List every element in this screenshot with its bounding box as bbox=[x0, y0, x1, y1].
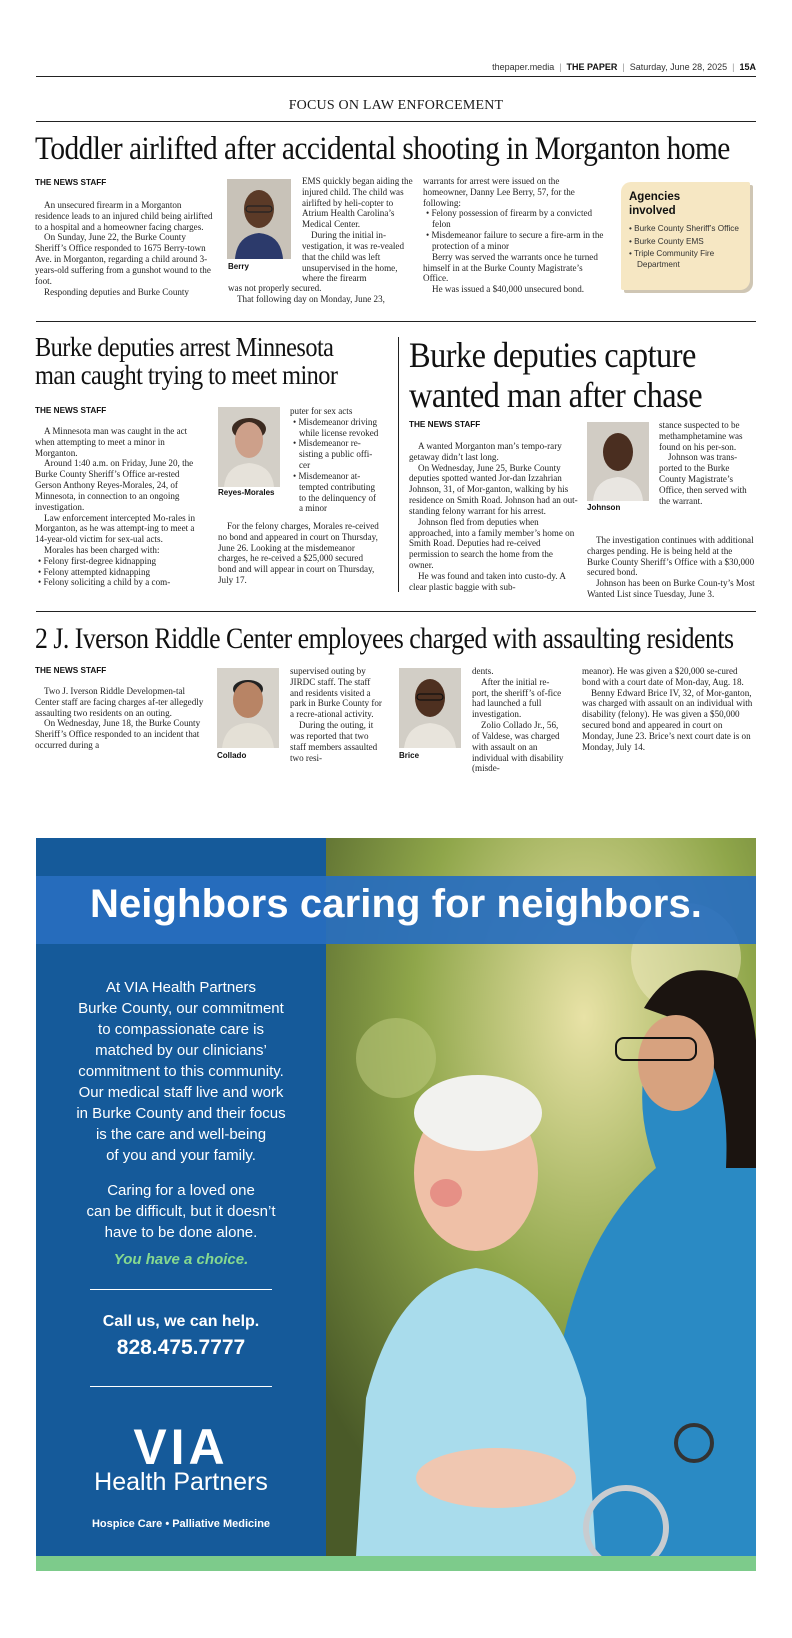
paragraph: That following day on Monday, June 23, bbox=[237, 293, 385, 304]
story2-headline bbox=[35, 334, 337, 389]
brice-caption: Brice bbox=[399, 751, 420, 760]
collado-mugshot bbox=[217, 668, 279, 748]
paragraph: warrants for arrest were issued on the homeowner, Danny Lee Berry, 57, for the following: bbox=[423, 176, 575, 208]
ad-headline: Neighbors caring for neighbors. bbox=[89, 882, 703, 926]
ad-tagline: You have a choice. bbox=[113, 1251, 249, 1268]
ad-services: Hospice Care • Palliative Medicine bbox=[91, 1518, 271, 1530]
paragraph: During the initial in-vestigation, it was re-vealed that the child was left unsupervised in the home, where the firearm bbox=[302, 230, 405, 284]
paragraph: He was found and taken into custo-dy. A clear plastic baggie with sub- bbox=[409, 570, 566, 592]
mugshot-image bbox=[227, 179, 291, 259]
site-url[interactable]: thepaper.media bbox=[492, 62, 555, 72]
page-number: 15A bbox=[739, 62, 756, 72]
story4-col4 bbox=[582, 666, 756, 753]
ad-body-line: is the care and well-being bbox=[95, 1126, 267, 1143]
paragraph: For the felony charges, Morales re-ceived no bond and appeared in court on Thursday, June 26. Looking at the misdemeanor charges, he re-ceived a $25,000 secured bond and will appear in court on Thursday, July 17. bbox=[218, 521, 379, 586]
agency-item: • Triple Community Fire Department bbox=[629, 249, 715, 269]
folio-line: thepaper.media | THE PAPER | Saturday, June 28, 2025 | 15A bbox=[492, 62, 756, 72]
paragraph: The investigation continues with additional charges pending. He is being held at the Burke County Sheriff’s Office with a $30,000 secured bond. bbox=[587, 535, 755, 578]
mugshot-image bbox=[217, 668, 279, 748]
ad-body-line: Our medical staff live and work bbox=[78, 1084, 284, 1101]
paper-name: THE PAPER bbox=[566, 62, 618, 72]
story2-col2-wrap bbox=[290, 406, 380, 514]
story3-byline: THE NEWS STAFF bbox=[409, 420, 481, 429]
story2-col1 bbox=[35, 426, 207, 588]
headline-line: Burke deputies arrest Minnesota bbox=[35, 332, 334, 362]
ad-body-line: of you and your family. bbox=[106, 1147, 256, 1164]
via-logo-mark: VIA bbox=[133, 1419, 229, 1475]
story2-col2-full bbox=[218, 521, 381, 586]
paragraph: Berry was served the warrants once he turned himself in at the Burke County Magistrate’s Office. bbox=[423, 251, 598, 284]
ad-body-line: commitment to this community. bbox=[78, 1063, 284, 1080]
ad-green-bar bbox=[36, 1556, 756, 1571]
ad-divider bbox=[90, 1289, 272, 1290]
story1-byline: THE NEWS STAFF bbox=[35, 178, 107, 187]
paragraph: During the outing, it was reported that two staff members assaulted two resi- bbox=[290, 720, 378, 763]
ad-body-line: to compassionate care is bbox=[98, 1021, 264, 1038]
ad-divider bbox=[90, 1386, 272, 1387]
story1-col2-wrap bbox=[302, 176, 413, 284]
agency-item: • Burke County EMS bbox=[629, 236, 704, 246]
paragraph: On Wednesday, June 18, the Burke County Sheriff’s Office responded to an incident that occurred during a bbox=[35, 718, 201, 751]
story4-headline: 2 J. Iverson Riddle Center employees charged with assaulting residents bbox=[35, 622, 734, 655]
headline-line: Burke deputies capture bbox=[409, 335, 696, 375]
paragraph: After the initial re-port, the sheriff’s of-fice had launched a full investigation. bbox=[472, 676, 562, 720]
ad-body-line: Burke County, our commitment bbox=[78, 1000, 284, 1017]
bullet-item: • Felony first-degree kidnapping bbox=[38, 555, 157, 566]
caregiver-photo-illustration bbox=[326, 838, 756, 1556]
sidebar-title: Agencies involved bbox=[629, 191, 681, 218]
paragraph: stance suspected to be methamphetamine was found on his per-son. bbox=[659, 420, 743, 452]
story4-byline: THE NEWS STAFF bbox=[35, 666, 107, 675]
section-label: FOCUS ON LAW ENFORCEMENT bbox=[288, 98, 504, 113]
bullet-item: • Misdemeanor failure to secure a fire-arm in the protection of a minor bbox=[426, 230, 604, 251]
paragraph: A Minnesota man was caught in the act when attempting to meet a minor in Morganton. bbox=[35, 426, 188, 458]
paragraph: Law enforcement intercepted Mo-rales in Morganton, as he was attempt-ing to meet a 14-year-old victim for sex-ual acts. bbox=[35, 512, 195, 545]
story3-col2-wrap bbox=[659, 420, 756, 507]
paragraph: Around 1:40 a.m. on Friday, June 20, the Burke County Sheriff’s Office ar-rested Gerson Anthony Reyes-Morales, 24, of Minnesota, in connection to an ongoing investigation. bbox=[35, 458, 194, 512]
collado-caption: Collado bbox=[217, 751, 247, 760]
paragraph: Benny Edward Brice IV, 32, of Mor-ganton, was charged with assault on an individual with disability (felony). He was given a $50,000 secured bond and appeared in court on Monday, June 23. Brice’s next court date is on Monday, July 14. bbox=[582, 687, 753, 752]
paragraph: puter for sex acts bbox=[290, 406, 353, 416]
ad-body-line: have to be done alone. bbox=[104, 1224, 258, 1241]
bullet-item: • Felony soliciting a child by a com- bbox=[38, 577, 171, 588]
story3-col2-full bbox=[587, 535, 756, 600]
paragraph: Johnson fled from deputies when approached, into a family member’s home on Smith Road. Deputies had re-ceived permission to search the home from the owner. bbox=[409, 516, 575, 570]
paragraph: Responding deputies and Burke County bbox=[44, 286, 189, 297]
ad-call: Call us, we can help. bbox=[102, 1313, 260, 1330]
story1-col1 bbox=[35, 200, 215, 297]
headline-line: man caught trying to meet minor bbox=[35, 359, 338, 390]
paragraph: On Wednesday, June 25, Burke County deputies spotted wanted Jor-dan Izzahrian Johnson, 31, of Mor-ganton, walking by his residence on Smith Road. Johnson had an out-standing felony warrant for his arrest. bbox=[409, 462, 578, 516]
bullet-item: • Misdemeanor at-tempted contributing to the delinquency of a minor bbox=[293, 470, 377, 514]
bullet-item: • Felony possession of firearm by a convicted felon bbox=[426, 208, 593, 230]
headline-line: wanted man after chase bbox=[409, 374, 703, 415]
paragraph: dents. bbox=[472, 666, 494, 676]
paragraph: Two J. Iverson Riddle Developmen-tal Center staff are facing charges af-ter allegedly assaulting two residents on an outing. bbox=[35, 686, 204, 718]
via-logo-subtitle: Health Partners bbox=[94, 1468, 268, 1496]
agency-item: • Burke County Sheriff’s Office bbox=[629, 224, 739, 234]
paragraph: He was issued a $40,000 unsecured bond. bbox=[432, 284, 585, 295]
story1-col2-full bbox=[228, 283, 413, 305]
johnson-mugshot bbox=[587, 422, 649, 501]
story4-col3 bbox=[472, 666, 565, 774]
section-rule bbox=[36, 121, 756, 122]
column-rule bbox=[398, 337, 399, 592]
paragraph: On Sunday, June 22, the Burke County Sheriff’s Office responded to 1675 Berry-town Ave. in Morganton, regarding a child around 3-years-old suffering from a gunshot wound to the foot. bbox=[35, 232, 211, 286]
ad-body-line: matched by our clinicians’ bbox=[95, 1042, 267, 1059]
story4-col1 bbox=[35, 686, 207, 751]
mugshot-image bbox=[399, 668, 461, 748]
story-divider bbox=[36, 321, 756, 322]
ad-body-2 bbox=[36, 1180, 326, 1243]
ad-body-line: can be difficult, but it doesn’t bbox=[86, 1203, 276, 1220]
paragraph: Johnson was trans-ported to the Burke County Magistrate’s Office, then served with the warrant. bbox=[659, 452, 747, 506]
bullet-item: • Misdemeanor driving while license revoked bbox=[293, 416, 379, 438]
mugshot-image bbox=[218, 407, 280, 487]
berry-caption: Berry bbox=[228, 262, 249, 271]
story3-col1 bbox=[409, 441, 579, 592]
story3-headline bbox=[409, 336, 702, 415]
bullet-item: • Misdemeanor re-sisting a public offi-cer bbox=[293, 438, 373, 471]
story1-headline: Toddler airlifted after accidental shooting in Morganton home bbox=[35, 131, 730, 167]
reyes-morales-caption: Reyes-Morales bbox=[218, 488, 275, 497]
story2-byline: THE NEWS STAFF bbox=[35, 406, 107, 415]
paragraph: Morales has been charged with: bbox=[44, 544, 160, 555]
agencies-sidebar bbox=[621, 182, 750, 290]
ad-body-line: At VIA Health Partners bbox=[105, 979, 257, 996]
paragraph: meanor). He was given a $20,000 se-cured bond with a court date of Mon-day, Aug. 18. bbox=[582, 666, 744, 687]
paragraph: EMS quickly began aiding the injured child. The child was airlifted by heli-copter to Atrium Health Carolina’s Medical Center. bbox=[302, 176, 413, 230]
ad-body bbox=[36, 977, 326, 1166]
agency-list bbox=[629, 224, 742, 270]
paragraph: was not properly secured. bbox=[228, 283, 322, 293]
ad-body-line: Caring for a loved one bbox=[107, 1182, 255, 1199]
johnson-caption: Johnson bbox=[587, 503, 621, 512]
story1-col3 bbox=[423, 176, 605, 295]
paragraph: supervised outing by JIRDC staff. The staff and residents visited a park in Burke County for a recre-ational activity. bbox=[290, 666, 382, 720]
paragraph: Zolio Collado Jr., 56, of Valdese, was charged with assault on an individual with disability (misde- bbox=[472, 720, 564, 774]
ad-phone[interactable]: 828.475.7777 bbox=[116, 1336, 246, 1359]
brice-mugshot bbox=[399, 668, 461, 748]
header-rule bbox=[36, 76, 756, 77]
bullet-item: • Felony attempted kidnapping bbox=[38, 566, 151, 577]
mugshot-image bbox=[587, 422, 649, 501]
ad-body-line: in Burke County and their focus bbox=[76, 1105, 286, 1122]
paragraph: A wanted Morganton man’s tempo-rary getaway didn’t last long. bbox=[409, 441, 562, 462]
paragraph: An unsecured firearm in a Morganton residence leads to an injured child being airlifted to a hospital and a homeowner facing charges. bbox=[35, 200, 213, 232]
reyes-morales-mugshot bbox=[218, 407, 280, 487]
paragraph: Johnson has been on Burke Coun-ty’s Most Wanted List since Tuesday, June 3. bbox=[587, 578, 755, 600]
berry-mugshot bbox=[227, 179, 291, 259]
issue-date: Saturday, June 28, 2025 bbox=[629, 62, 728, 72]
via-health-ad[interactable] bbox=[36, 838, 756, 1571]
ad-photo bbox=[326, 838, 756, 1556]
story4-col2 bbox=[290, 666, 382, 763]
story-divider bbox=[36, 611, 756, 612]
